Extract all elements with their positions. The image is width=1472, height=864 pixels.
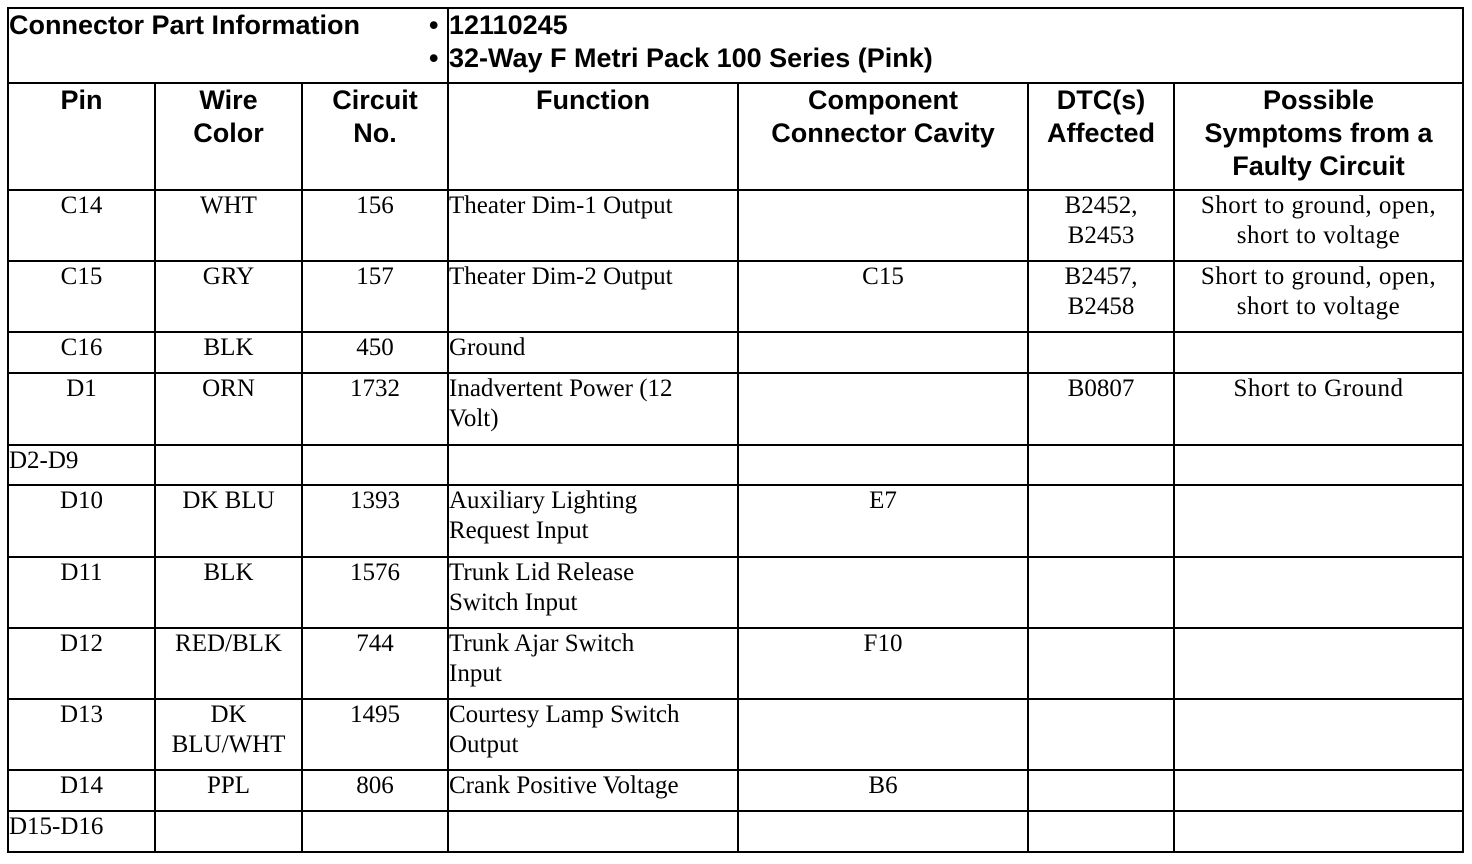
table-row [8, 445, 1463, 485]
table-row [8, 699, 1463, 770]
wire-color-line: BLK [203, 334, 254, 361]
circuit-no-cell: 1393 [302, 485, 448, 557]
wire-color-cell [155, 445, 302, 485]
symptoms-cell [1174, 770, 1463, 811]
wire-color-line: DK [210, 701, 247, 728]
function-header [448, 83, 738, 190]
symptoms-line: short to voltage [1236, 293, 1401, 320]
wire-color-cell [155, 332, 302, 373]
pin-cell: D13 [8, 699, 155, 770]
table-row [8, 190, 1463, 261]
symptoms-cell [1174, 557, 1463, 628]
circuit-no-cell: 450 [302, 332, 448, 373]
dtc-cell [1028, 557, 1174, 628]
header-line: Wire [199, 85, 258, 115]
symptoms-header [1174, 83, 1463, 190]
wire-color-line: ORN [202, 375, 255, 402]
cavity-cell [738, 445, 1028, 485]
pin-cell: C16 [8, 332, 155, 373]
dtc-cell [1028, 699, 1174, 770]
part-info-list [448, 8, 1463, 83]
function-cell [448, 373, 738, 445]
header-line: Connector Cavity [771, 118, 995, 148]
symptoms-cell [1174, 699, 1463, 770]
symptoms-cell [1174, 261, 1463, 332]
cavity-cell [738, 699, 1028, 770]
function-line: Volt) [449, 405, 499, 432]
wire-color-line: RED/BLK [175, 630, 282, 657]
function-line: Courtesy Lamp Switch [449, 701, 680, 728]
cavity-cell: C15 [738, 261, 1028, 332]
symptoms-line: Short to ground, open, [1200, 192, 1437, 219]
circuit-no-cell: 806 [302, 770, 448, 811]
pin-cell: C15 [8, 261, 155, 332]
symptoms-line: Short to Ground [1233, 375, 1404, 402]
function-line: Inadvertent Power (12 [449, 375, 673, 402]
function-cell [448, 699, 738, 770]
function-line: Trunk Lid Release [449, 559, 635, 586]
symptoms-line: Short to ground, open, [1200, 263, 1437, 290]
wire-color-header [155, 83, 302, 190]
wire-color-line: GRY [202, 263, 255, 290]
wire-color-cell [155, 485, 302, 557]
cavity-cell [738, 811, 1028, 852]
header-line: Possible [1263, 85, 1375, 115]
header-line: Circuit [332, 85, 418, 115]
wire-color-cell [155, 770, 302, 811]
dtc-cell [1028, 332, 1174, 373]
dtc-line: B2452, [1064, 192, 1138, 219]
header-line: Affected [1046, 118, 1155, 148]
table-row [8, 628, 1463, 699]
table-row [8, 261, 1463, 332]
pin-cell: D2-D9 [8, 445, 155, 485]
wire-color-cell [155, 628, 302, 699]
wire-color-cell [155, 373, 302, 445]
table-row [8, 770, 1463, 811]
pin-header [8, 83, 155, 190]
table-row [8, 373, 1463, 445]
dtc-header [1028, 83, 1174, 190]
symptoms-cell [1174, 628, 1463, 699]
dtc-line: B2457, [1064, 263, 1138, 290]
wire-color-line: PPL [206, 772, 251, 799]
table-row [8, 485, 1463, 557]
header-line: DTC(s) [1056, 85, 1146, 115]
connector-table [7, 7, 1464, 853]
function-cell [448, 261, 738, 332]
function-line: Theater Dim-1 Output [449, 192, 673, 219]
wire-color-cell [155, 261, 302, 332]
wire-color-cell [155, 557, 302, 628]
function-line: Crank Positive Voltage [449, 772, 679, 799]
pin-cell: D12 [8, 628, 155, 699]
header-line: Component [808, 85, 958, 115]
function-cell [448, 557, 738, 628]
dtc-cell [1028, 811, 1174, 852]
table-row [8, 332, 1463, 373]
function-cell [448, 628, 738, 699]
function-cell [448, 445, 738, 485]
part-info-title: Connector Part Information [8, 8, 448, 83]
cavity-cell: E7 [738, 485, 1028, 557]
function-cell [448, 811, 738, 852]
circuit-no-cell: 744 [302, 628, 448, 699]
header-line: Faulty Circuit [1232, 151, 1405, 181]
function-cell [448, 770, 738, 811]
header-line: Color [193, 118, 264, 148]
part-number: • 12110245 [449, 9, 1462, 42]
part-info-row [8, 8, 1463, 83]
function-line: Switch Input [449, 589, 578, 616]
symptoms-cell [1174, 485, 1463, 557]
column-header-row [8, 83, 1463, 190]
dtc-line: B2458 [1067, 293, 1135, 320]
dtc-line: B2453 [1067, 222, 1135, 249]
function-cell [448, 190, 738, 261]
dtc-cell [1028, 373, 1174, 445]
table-row [8, 811, 1463, 852]
circuit-no-cell: 157 [302, 261, 448, 332]
connector-description: • 32-Way F Metri Pack 100 Series (Pink) [449, 42, 1462, 75]
wire-color-cell [155, 811, 302, 852]
circuit-no-cell [302, 811, 448, 852]
dtc-cell [1028, 261, 1174, 332]
wire-color-line: DK BLU [182, 487, 275, 514]
wire-color-line: WHT [200, 192, 257, 219]
wire-color-line: BLK [203, 559, 254, 586]
cavity-header [738, 83, 1028, 190]
cavity-cell: B6 [738, 770, 1028, 811]
cavity-cell [738, 332, 1028, 373]
header-line: Function [536, 85, 650, 115]
dtc-line: B0807 [1067, 375, 1135, 402]
dtc-cell [1028, 628, 1174, 699]
function-line: Trunk Ajar Switch [449, 630, 635, 657]
symptoms-cell [1174, 811, 1463, 852]
circuit-no-header [302, 83, 448, 190]
header-line: Pin [60, 85, 103, 115]
function-line: Ground [449, 334, 526, 361]
pin-cell: D11 [8, 557, 155, 628]
pin-cell: D15-D16 [8, 811, 155, 852]
pin-cell: D1 [8, 373, 155, 445]
cavity-cell [738, 373, 1028, 445]
header-line: No. [353, 118, 397, 148]
circuit-no-cell [302, 445, 448, 485]
function-cell [448, 485, 738, 557]
function-line: Input [449, 660, 502, 687]
symptoms-cell [1174, 445, 1463, 485]
function-line: Request Input [449, 517, 589, 544]
pin-cell: C14 [8, 190, 155, 261]
cavity-cell [738, 557, 1028, 628]
wire-color-cell [155, 699, 302, 770]
circuit-no-cell: 1732 [302, 373, 448, 445]
wire-color-line: BLU/WHT [171, 731, 286, 758]
dtc-cell [1028, 190, 1174, 261]
pin-cell: D10 [8, 485, 155, 557]
header-line: Symptoms from a [1204, 118, 1433, 148]
function-line: Theater Dim-2 Output [449, 263, 673, 290]
circuit-no-cell: 1576 [302, 557, 448, 628]
function-line: Output [449, 731, 519, 758]
dtc-cell [1028, 485, 1174, 557]
function-line: Auxiliary Lighting [449, 487, 638, 514]
symptoms-line: short to voltage [1236, 222, 1401, 249]
dtc-cell [1028, 445, 1174, 485]
symptoms-cell [1174, 190, 1463, 261]
symptoms-cell [1174, 373, 1463, 445]
pin-cell: D14 [8, 770, 155, 811]
table-row [8, 557, 1463, 628]
circuit-no-cell: 156 [302, 190, 448, 261]
symptoms-cell [1174, 332, 1463, 373]
cavity-cell: F10 [738, 628, 1028, 699]
circuit-no-cell: 1495 [302, 699, 448, 770]
wire-color-cell [155, 190, 302, 261]
dtc-cell [1028, 770, 1174, 811]
cavity-cell [738, 190, 1028, 261]
function-cell [448, 332, 738, 373]
